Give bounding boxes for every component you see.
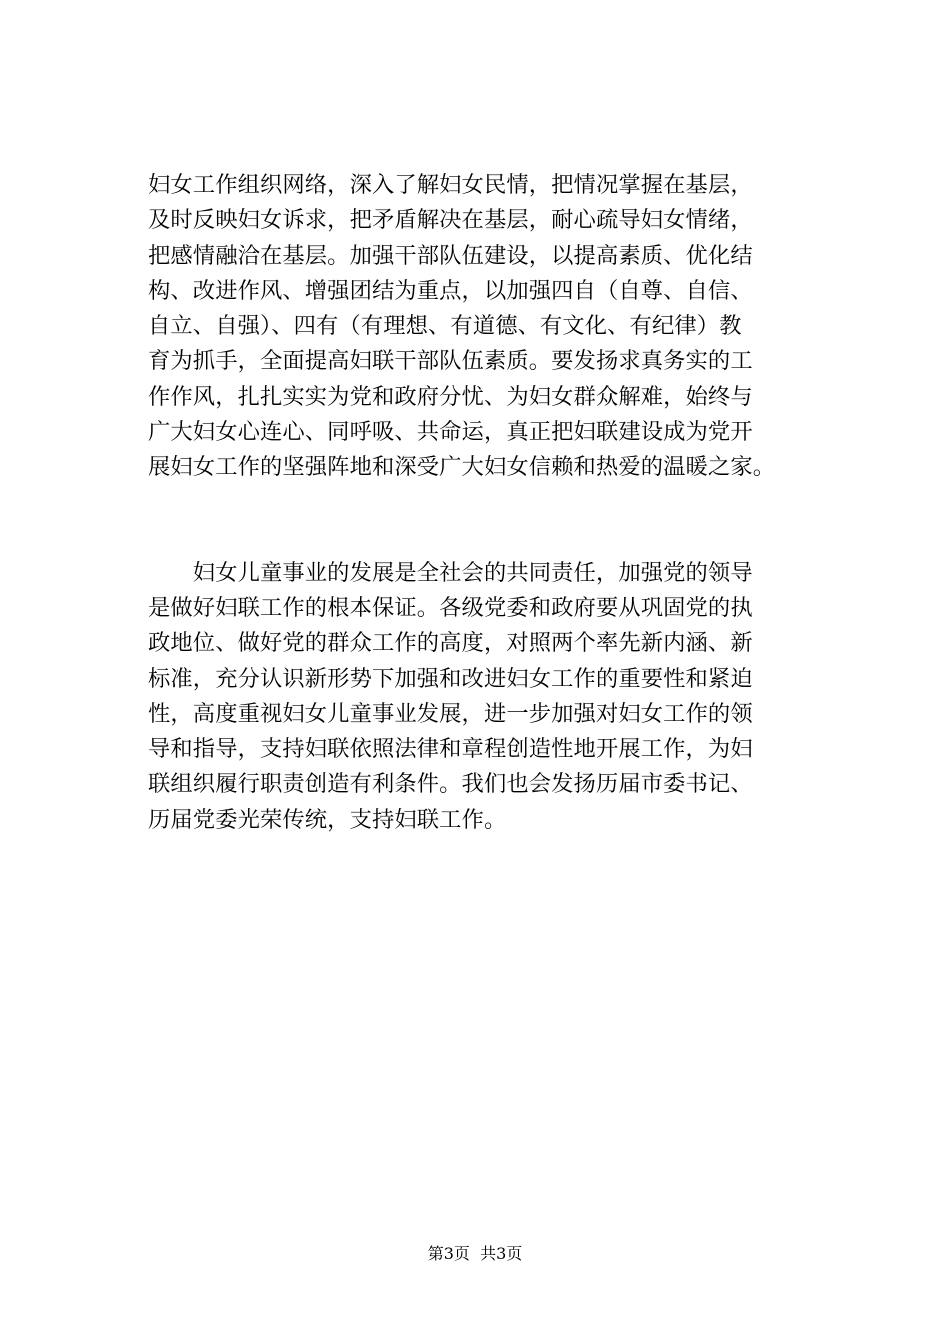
paragraph-2	[148, 556, 848, 838]
paragraph-line: 广大妇女心连心、同呼吸、共命运，真正把妇联建设成为党开	[148, 419, 753, 446]
paragraph-line: 导和指导，支持妇联依照法律和章程创造性地开展工作，为妇	[148, 736, 753, 763]
paragraph-line: 把感情融洽在基层。加强干部队伍建设，以提高素质、优化结	[148, 242, 753, 269]
paragraph-line: 联组织履行职责创造有利条件。我们也会发扬历届市委书记、	[148, 771, 753, 798]
paragraph-line: 自立、自强）、四有（有理想、有道德、有文化、有纪律）教	[148, 313, 742, 340]
paragraph-line: 妇女儿童事业的发展是全社会的共同责任，加强党的领导	[148, 559, 753, 586]
paragraph-line: 育为抓手，全面提高妇联干部队伍素质。要发扬求真务实的工	[148, 348, 753, 375]
paragraph-line: 展妇女工作的坚强阵地和深受广大妇女信赖和热爱的温暖之家。	[148, 454, 776, 481]
document-body	[148, 168, 848, 838]
page-number-footer: 第3页 共3页	[427, 1244, 523, 1263]
paragraph-1	[148, 168, 848, 486]
paragraph-spacer	[148, 486, 848, 556]
paragraph-line: 性，高度重视妇女儿童事业发展，进一步加强对妇女工作的领	[148, 700, 753, 727]
paragraph-line: 妇女工作组织网络，深入了解妇女民情，把情况掌握在基层，	[148, 172, 753, 198]
paragraph-line: 及时反映妇女诉求，把矛盾解决在基层，耐心疏导妇女情绪，	[148, 207, 753, 234]
paragraph-line: 作作风，扎扎实实为党和政府分忧、为妇女群众解难，始终与	[148, 383, 753, 410]
paragraph-line: 政地位、做好党的群众工作的高度，对照两个率先新内涵、新	[148, 630, 753, 657]
paragraph-line: 标准，充分认识新形势下加强和改进妇女工作的重要性和紧迫	[148, 665, 753, 692]
paragraph-line: 是做好妇联工作的根本保证。各级党委和政府要从巩固党的执	[148, 594, 753, 621]
paragraph-line: 构、改进作风、增强团结为重点，以加强四自（自尊、自信、	[148, 277, 753, 304]
paragraph-line: 历届党委光荣传统，支持妇联工作。	[148, 806, 507, 833]
